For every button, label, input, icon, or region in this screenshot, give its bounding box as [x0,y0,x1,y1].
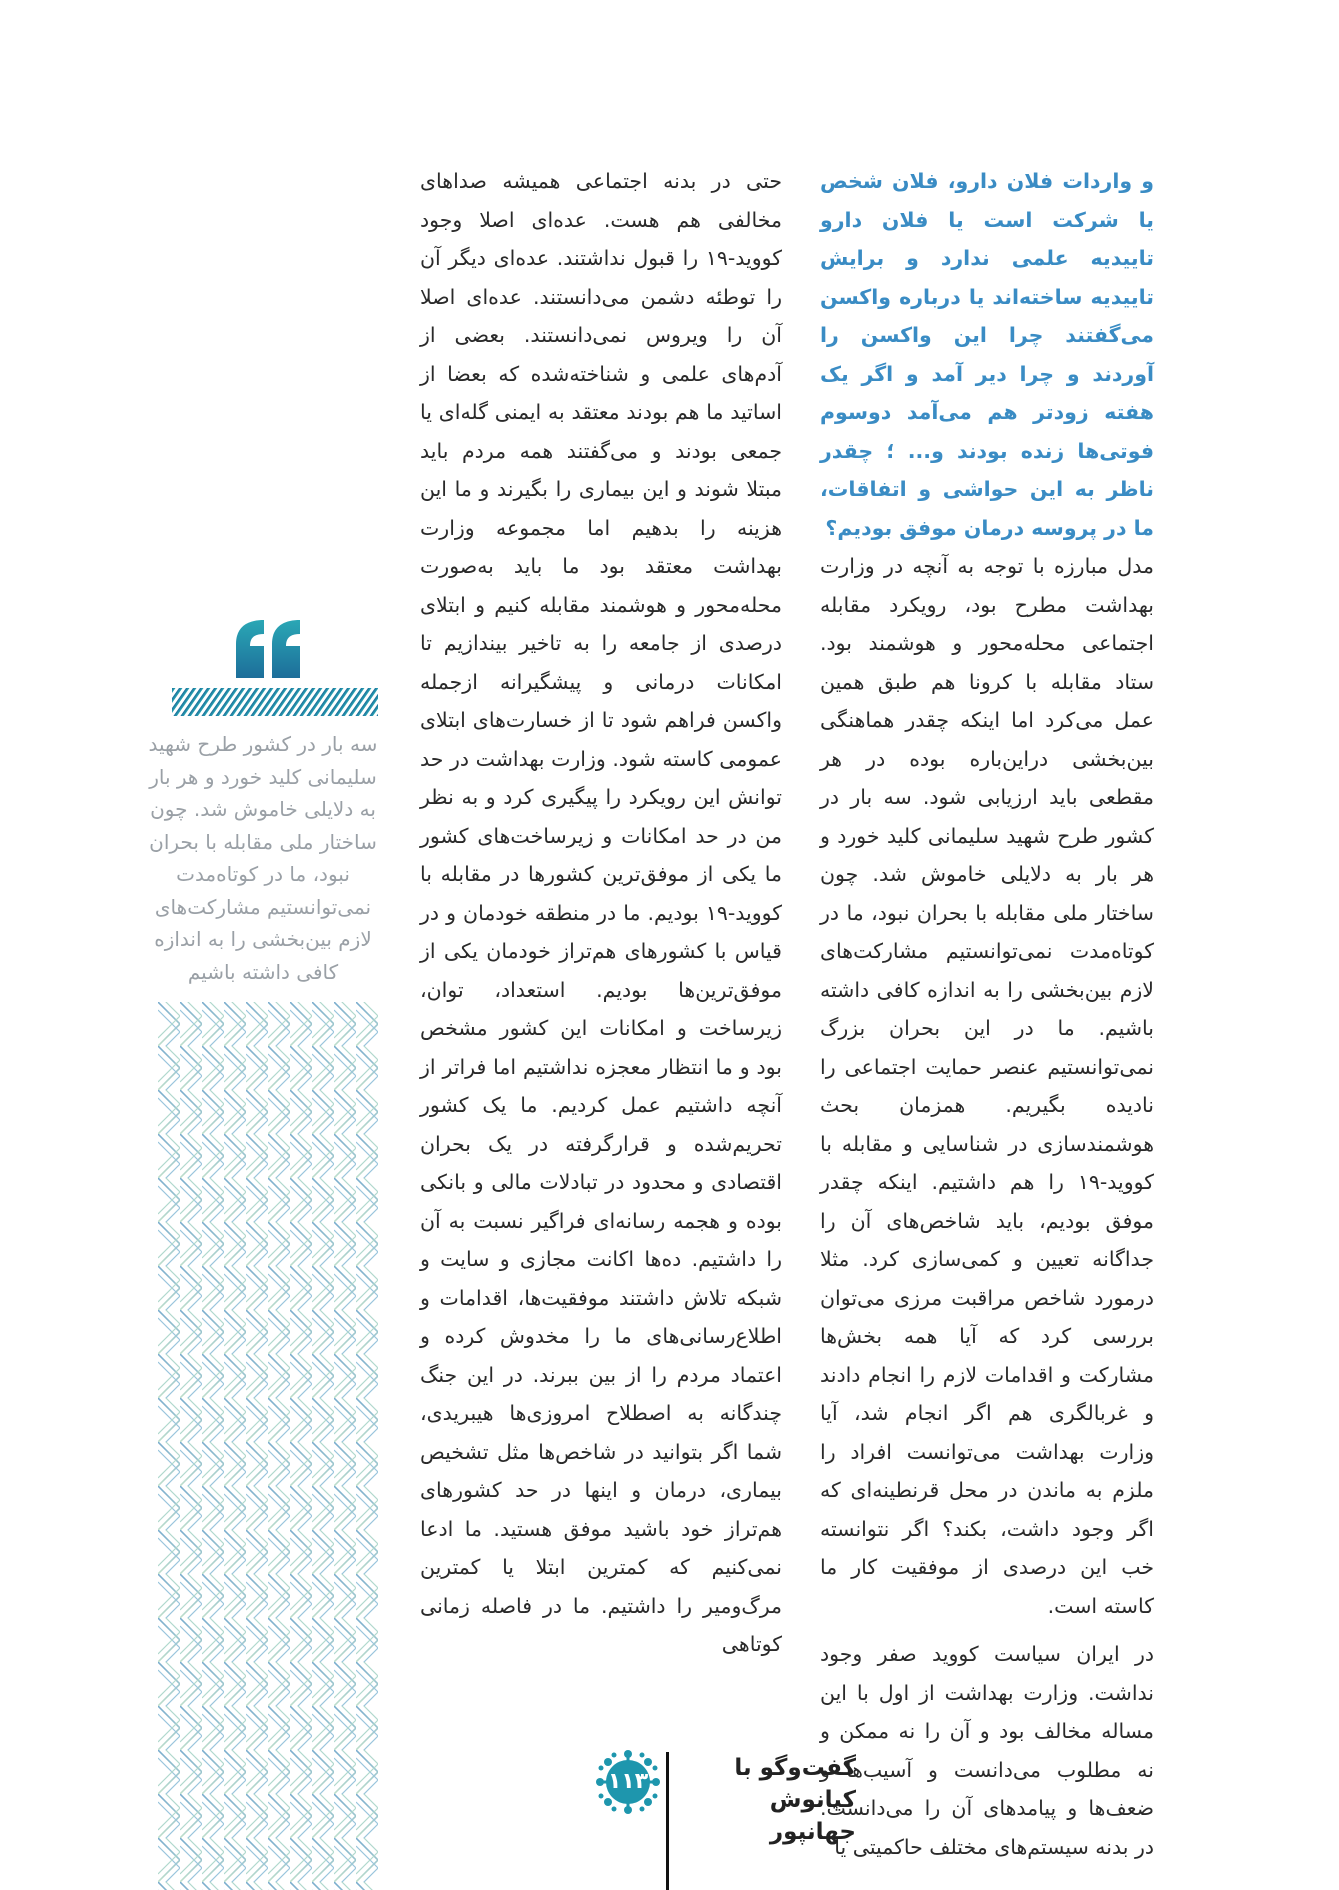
middle-text-column [420,162,782,1664]
body-paragraph: حتی در بدنه اجتماعی همیشه صداهای مخالفی هم هست. عده‌ای اصلا وجود کووید-۱۹ را قبول نداشتند. عده‌ای دیگر آن را توطئه دشمن می‌دانستند. عده‌ای اصلا آن را ویروس نمی‌دانستند. بعضی از آدم‌های علمی و شناخته‌شده که بعضا از اساتید ما هم بودند معتقد به ایمنی گله‌ای یا جمعی بودند و می‌گفتند همه مردم باید مبتلا شوند و این بیماری را بگیرند و ما این هزینه را بدهیم اما مجموعه وزارت بهداشت معتقد بود ما باید به‌صورت محله‌محور و هوشمند مقابله کنیم و ابتلای درصدی از جامعه را به تاخیر بیندازیم تا امکانات درمانی و پیشگیرانه ازجمله واکسن فراهم شود تا از خسارت‌های ابتلای عمومی کاسته شود. وزارت بهداشت در حد توانش این رویکرد را پیگیری کرد و به نظر من در حد امکانات و زیرساخت‌های کشور ما یکی از موفق‌ترین کشورها در مقابله با کووید-۱۹ بودیم. ما در منطقه خودمان و در قیاس با کشورهای هم‌تراز خودمان یکی از موفق‌ترین‌ها بودیم. استعداد، توان، زیرساخت و امکانات این کشور مشخص بود و ما انتظار معجزه نداشتیم اما فراتر از آنچه داشتیم عمل کردیم. ما یک کشور تحریم‌شده و قرارگرفته در یک بحران اقتصادی و محدود در تبادلات مالی و بانکی بوده و هجمه رسانه‌ای فراگیر نسبت به آن را داشتیم. ده‌ها اکانت مجازی و سایت و شبکه تلاش داشتند موفقیت‌ها، اقدامات و اطلاع‌رسانی‌های ما را مخدوش کرده و اعتماد مردم را از بین ببرند. در این جنگ چندگانه به اصطلاح امروزی‌ها هیبریدی، شما اگر بتوانید در شاخص‌ها مثل تشخیص بیماری، درمان و اینها در حد کشورهای هم‌تراز خود باشید موفق هستید. ما ادعا نمی‌کنیم که کمترین ابتلا یا کمترین مرگ‌ومیر را داشتیم. ما در فاصله زمانی کوتاهی [420,169,782,1656]
page-number: ۱۱۳ [607,1769,649,1794]
right-text-column [820,162,1154,1866]
quote-mark-icon [232,618,304,678]
answer-paragraph: در ایران سیاست کووید صفر وجود نداشت. وزارت بهداشت از اول با این مساله مخالف بود و آن را نه ممکن و نه مطلوب می‌دانست و آسیب‌ها و ضعف‌ها و پیامدهای آن را می‌دانست. در بدنه سیستم‌های مختلف حاکمیتی یا [820,1642,1154,1859]
footer-title-line2: کیانوش جهانپور [769,1787,856,1845]
footer-divider [666,1752,669,1890]
footer-title-line1: گفت‌وگو با [734,1755,856,1781]
answer-paragraph: مدل مبارزه با توجه به آنچه در وزارت بهداشت مطرح بود، رویکرد مقابله اجتماعی محله‌محور و هوشمند بود. ستاد مقابله با کرونا هم طبق همین عمل می‌کرد اما اینکه چقدر هماهنگی بین‌بخشی دراین‌باره بوده در هر مقطعی باید ارزیابی شود. سه بار در کشور طرح شهید سلیمانی کلید خورد و هر بار به دلایلی خاموش شد. چون ساختار ملی مقابله با بحران نبود، ما در کوتاه‌مدت نمی‌توانستیم مشارکت‌های لازم بین‌بخشی را به اندازه کافی داشته باشیم. ما در این بحران بزرگ نمی‌توانستیم عنصر حمایت اجتماعی را نادیده بگیریم. همزمان بحث هوشمندسازی در شناسایی و مقابله با کووید-۱۹ را هم داشتیم. اینکه چقدر موفق بودیم، باید شاخص‌های آن را جداگانه تعیین و کمی‌سازی کرد. مثلا درمورد شاخص مراقبت مرزی می‌توان بررسی کرد که آیا همه بخش‌ها مشارکت و اقدامات لازم را انجام دادند و غربالگری هم اگر انجام شد، آیا وزارت بهداشت می‌توانست افراد را ملزم به ماندن در محل قرنطینه‌ای که اگر وجود داشت، بکند؟ اگر نتوانسته خب این درصدی از موفقیت کار ما کاسته است. [820,554,1154,1618]
decorative-stripes [172,688,378,716]
pull-quote: سه بار در کشور طرح شهید سلیمانی کلید خورد و هر بار به دلایلی خاموش شد. چون ساختار ملی مقابله با بحران نبود، ما در کوتاه‌مدت نمی‌توانستیم مشارکت‌های لازم بین‌بخشی را به اندازه کافی داشته باشیم [148,732,378,984]
footer-title [676,1752,856,1848]
interview-question: و واردات فلان دارو، فلان شخص یا شرکت است یا فلان دارو تاییدیه علمی ندارد و برایش تاییدیه ساخته‌اند یا درباره واکسن می‌گفتند چرا این واکسن را آوردند و چرا دیر آمد و اگر یک هفته زودتر هم می‌آمد دوسوم فوتی‌ها زنده بودند و... ؛ چقدر ناظر به این حواشی و اتفاقات، ما در پروسه درمان موفق بودیم؟ [820,169,1154,540]
decorative-zigzag [158,1002,378,1890]
